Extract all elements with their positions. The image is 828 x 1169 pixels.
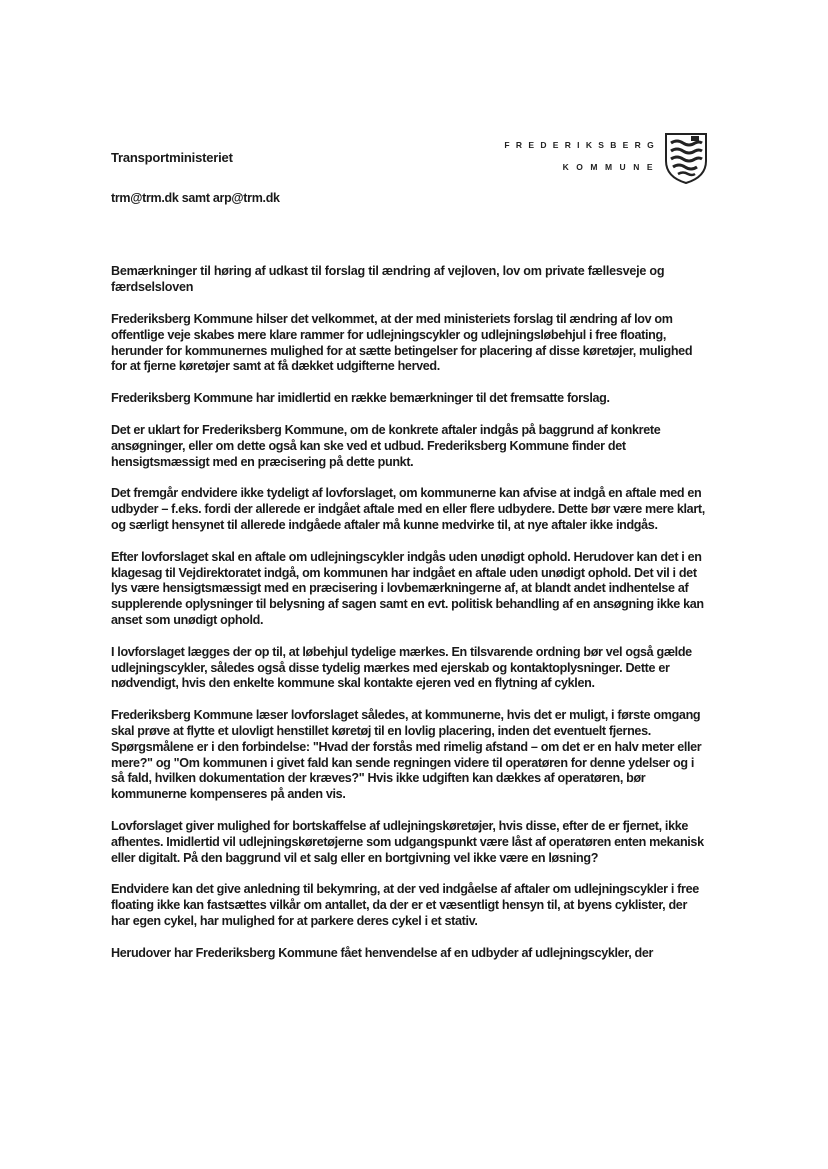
frederiksberg-crest-icon — [663, 131, 709, 185]
paragraph: Frederiksberg Kommune læser lovforslaget således, at kommunerne, hvis det er muligt, i første omgang skal prøve at flytte et ulovligt henstillet køretøj til en lovlig placering, inden det eventuelt fjernes. Spørgsmålene er i den forbindelse: "Hvad der forstås med rimelig afstand – om det er en halv meter eller mere?" og "Om kommunen i givet fald kan sende regningen videre til operatøren for denne ydelser og i så fald, hvilken dokumentation der kræves?" Hvis ikke udgiften kan dækkes af operatøren, bør kommunerne kompenseres på anden vis. — [111, 708, 702, 802]
document-body — [111, 312, 705, 978]
paragraph: Efter lovforslaget skal en aftale om udlejningscykler indgås uden unødigt ophold. Herudover kan det i en klagesag til Vejdirektoratet indgå, om kommunen har indgået en aftale uden unødigt ophold. Det vil i det lys være hensigtsmæssigt med en præcisering i lovbemærkningerne af, at blandt andet indhentelse af supplerende oplysninger til belysning af sagen samt en evt. politisk behandling af en ansøgning ikke kan anset som unødigt ophold. — [111, 549, 704, 627]
paragraph: Det er uklart for Frederiksberg Kommune, om de konkrete aftaler indgås på baggrund af konkrete ansøgninger, eller om dette også kan ske ved et udbud. Frederiksberg Kommune finder det hensigtsmæssigt med en præcisering på dette punkt. — [111, 422, 661, 469]
logo-line-kommune: KOMMUNE — [562, 162, 660, 172]
paragraph: Frederiksberg Kommune har imidlertid en række bemærkninger til det fremsatte forslag. — [111, 391, 610, 406]
paragraph: Endvidere kan det give anledning til bekymring, at der ved indgåelse af aftaler om udlejningscykler i free floating ikke kan fastsættes vilkår om antallet, da der er et væsentligt hensyn til, at byens cyklister, der har egen cykel, har mulighed for at parkere deres cykel i et stativ. — [111, 882, 699, 928]
paragraph: Herudover har Frederiksberg Kommune fået henvendelse af en udbyder af udlejningscykler, der — [111, 945, 654, 960]
paragraph: I lovforslaget lægges der op til, at løbehjul tydelige mærkes. En tilsvarende ordning bør vel også gælde udlejningscykler, således også disse tydelig mærkes med ejerskab og kontaktoplysninger. Dette er nødvendigt, hvis den enkelte kommune skal kontakte ejeren ved en flytning af cyklen. — [111, 644, 692, 691]
recipient-email: trm@trm.dk samt arp@trm.dk — [111, 191, 280, 205]
paragraph: Frederiksberg Kommune hilser det velkommet, at der med ministeriets forslag til ændring af lov om offentlige veje skabes mere klare rammer for udlejningscykler og udlejningsløbehjul i free floating, herunder for kommunernes mulighed for at sætte betingelser for placering af disse køretøjer, mulighed for at fjerne køretøjer samt at få dækket udgifterne herved. — [111, 312, 693, 374]
document-title: Bemærkninger til høring af udkast til forslag til ændring af vejloven, lov om private fællesveje og færdselsloven — [111, 264, 665, 294]
paragraph: Det fremgår endvidere ikke tydeligt af lovforslaget, om kommunerne kan afvise at indgå en aftale med en udbyder – f.eks. fordi der allerede er indgået aftale med en eller flere udbydere. Dette bør være mere klart, og særligt hensynet til allerede indgåede aftaler må kunne medvirke til, at nye aftaler ikke indgås. — [111, 486, 705, 532]
logo-line-municipality: FREDERIKSBERG — [504, 140, 660, 150]
recipient-name: Transportministeriet — [111, 150, 233, 165]
paragraph: Lovforslaget giver mulighed for bortskaffelse af udlejningskøretøjer, hvis disse, efter de er fjernet, ikke afhentes. Imidlertid vil udlejningskøretøjerne som udgangspunkt være låst af operatøren enten mekanisk eller digitalt. På den baggrund vil et salg eller en bortgivning vel ikke være en løsning? — [111, 818, 704, 865]
sender-logo-text — [480, 140, 660, 172]
